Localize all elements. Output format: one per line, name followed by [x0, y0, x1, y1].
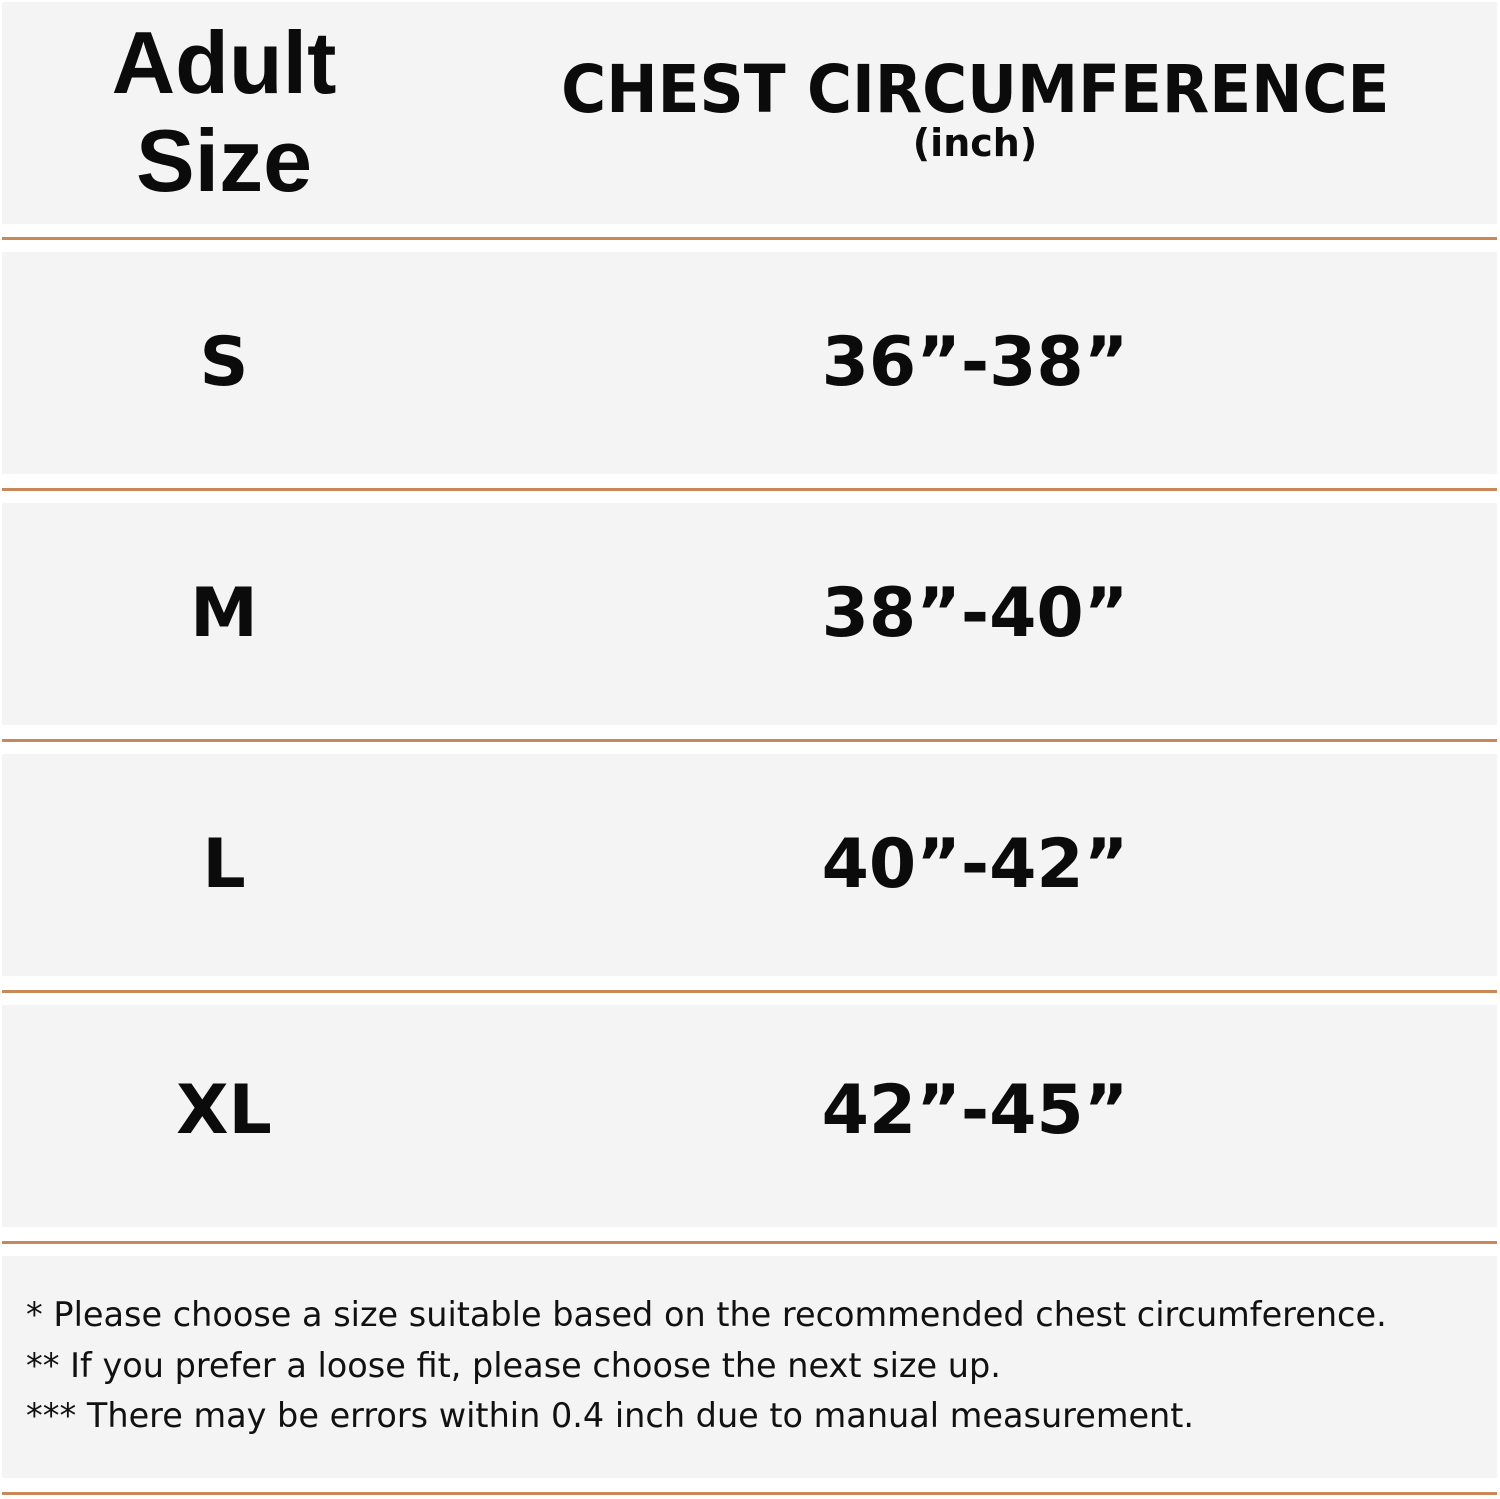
chest-range-value: 40”-42” [821, 825, 1129, 904]
size-value: L [202, 825, 246, 904]
size-value: XL [176, 1071, 272, 1150]
measure-column-header [520, 40, 1430, 180]
size-cell [2, 754, 446, 976]
range-cell [520, 754, 1430, 976]
size-header-line2: Size [135, 111, 313, 210]
chest-range-value: 38”-40” [821, 574, 1129, 653]
range-cell [520, 1000, 1430, 1222]
divider [2, 990, 1497, 993]
divider [2, 1492, 1497, 1495]
measure-header-unit: (inch) [912, 121, 1038, 165]
divider [2, 488, 1497, 491]
size-cell [2, 1000, 446, 1222]
size-column-header [2, 12, 446, 212]
chest-range-value: 42”-45” [821, 1071, 1129, 1150]
chest-range-value: 36”-38” [821, 323, 1129, 402]
size-value: M [190, 574, 258, 653]
note-line: * Please choose a size suitable based on the recommended chest circumference. [26, 1295, 1387, 1335]
size-value: S [199, 323, 249, 402]
note-line: *** There may be errors within 0.4 inch due to manual measurement. [26, 1396, 1195, 1436]
measure-header-title: CHEST CIRCUMFERENCE [560, 51, 1390, 128]
size-cell [2, 252, 446, 474]
note-line: ** If you prefer a loose fit, please choose the next size up. [26, 1345, 1001, 1386]
divider [2, 1241, 1497, 1244]
divider [2, 237, 1497, 240]
size-cell [2, 503, 446, 725]
range-cell [520, 503, 1430, 725]
divider [2, 739, 1497, 742]
size-header-line1: Adult [111, 13, 337, 112]
range-cell [520, 252, 1430, 474]
size-notes [26, 1290, 1486, 1442]
